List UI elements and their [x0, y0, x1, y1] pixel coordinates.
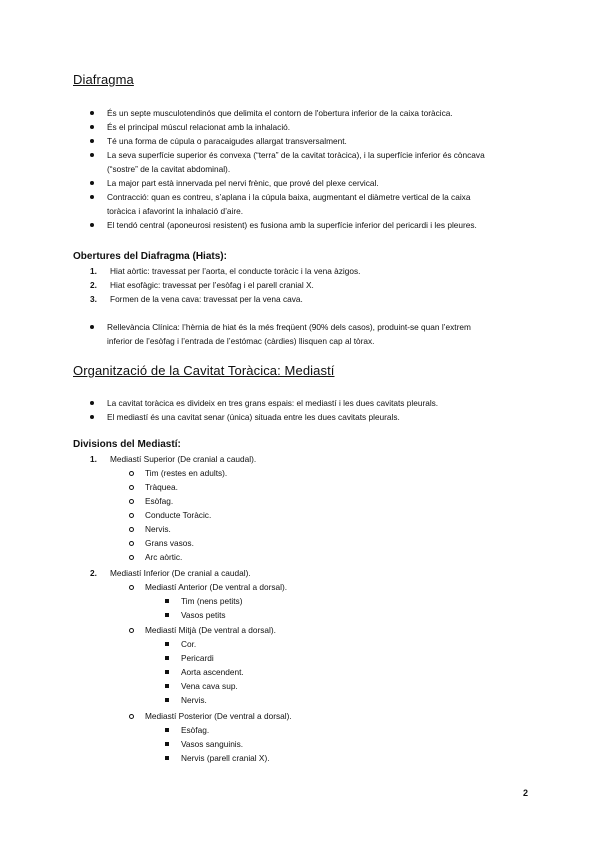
bullet-icon: [90, 153, 94, 157]
circle-bullet-icon: [129, 585, 134, 590]
circle-bullet-icon: [129, 527, 134, 532]
divisions-list-2: [90, 566, 540, 580]
list-item: Aorta ascendent.: [181, 665, 441, 679]
list-item: 2. Mediastí Inferior (De cranial a caudal).: [90, 568, 251, 578]
list-item: 2. Hiat esofàgic: travessat per l’esòfag i el parell cranial X.: [90, 280, 314, 290]
list-item-continuation: (“sostre” de la cavitat abdominal).: [107, 164, 231, 174]
bullet-icon: [90, 223, 94, 227]
square-bullet-icon: [165, 684, 169, 688]
anterior-items: [181, 594, 441, 622]
list-item: Mediastí Posterior (De ventral a dorsal).: [145, 709, 445, 723]
square-bullet-icon: [165, 728, 169, 732]
list-item: Mediastí Anterior (De ventral a dorsal).: [145, 580, 445, 594]
list-item: El mediastí és una cavitat senar (única) situada entre les dues cavitats pleurals.: [107, 410, 547, 424]
list-item: Esòfag.: [145, 494, 445, 508]
square-bullet-icon: [165, 642, 169, 646]
list-item: Arc aòrtic.: [145, 550, 445, 564]
square-bullet-icon: [165, 670, 169, 674]
bullet-icon: [90, 325, 94, 329]
circle-bullet-icon: [129, 555, 134, 560]
circle-bullet-icon: [129, 628, 134, 633]
list-item: Té una forma de cúpula o paracaigudes allargat transversalment.: [107, 134, 547, 148]
list-item: Grans vasos.: [145, 536, 445, 550]
hiats-title: Obertures del Diafragma (Hiats):: [73, 251, 227, 262]
list-item: Pericardi: [181, 651, 441, 665]
anterior-group: [145, 580, 445, 594]
mitja-group: [145, 623, 445, 637]
bullet-icon: [90, 139, 94, 143]
list-item: És el principal múscul relacionat amb la inhalació.: [107, 120, 547, 134]
list-item: Vasos sanguinis.: [181, 737, 441, 751]
superior-items: [145, 466, 445, 564]
bullet-icon: [90, 415, 94, 419]
circle-bullet-icon: [129, 471, 134, 476]
bullet-icon: [90, 195, 94, 199]
bullet-icon: [90, 125, 94, 129]
square-bullet-icon: [165, 742, 169, 746]
hiats-list: [90, 264, 540, 306]
list-item: La major part està innervada pel nervi frènic, que prové del plexe cervical.: [107, 176, 547, 190]
list-item: Mediastí Mitjà (De ventral a dorsal).: [145, 623, 445, 637]
list-item: Cor.: [181, 637, 441, 651]
circle-bullet-icon: [129, 499, 134, 504]
mitja-items: [181, 637, 441, 707]
list-item: La cavitat toràcica es divideix en tres grans espais: el mediastí i les dues cavitats pleurals.: [107, 396, 547, 410]
list-item: Rellevància Clínica: l’hèrnia de hiat és la més freqüent (90% dels casos), produint-se quan l’extrem: [107, 320, 547, 334]
square-bullet-icon: [165, 698, 169, 702]
list-item: Esòfag.: [181, 723, 441, 737]
list-item: 1. Hiat aòrtic: travessat per l’aorta, el conducte toràcic i la vena àzigos.: [90, 266, 361, 276]
list-item-continuation: inferior de l’esòfag i l’entrada de l’estómac (càrdies) llisquen cap al tòrax.: [107, 336, 375, 346]
list-item: Vasos petits: [181, 608, 441, 622]
list-item: És un septe musculotendinós que delimita el contorn de l'obertura inferior de la caixa toràcica.: [107, 106, 547, 120]
square-bullet-icon: [165, 656, 169, 660]
square-bullet-icon: [165, 599, 169, 603]
list-item: Nervis (parell cranial X).: [181, 751, 441, 765]
mediasti-bullets: [107, 396, 547, 424]
square-bullet-icon: [165, 756, 169, 760]
divisions-list: [90, 452, 540, 466]
list-item: Tim (restes en adults).: [145, 466, 445, 480]
section-title-diafragma: Diafragma: [73, 72, 134, 87]
diafragma-bullets: [107, 106, 547, 232]
list-item-continuation: toràcica i afavorint la inhalació d’aire.: [107, 206, 244, 216]
circle-bullet-icon: [129, 485, 134, 490]
list-item: El tendó central (aponeurosi resistent) es fusiona amb la superfície inferior del pericardi i les pleures.: [107, 218, 547, 232]
list-item: Tràquea.: [145, 480, 445, 494]
page-number: 2: [522, 788, 528, 798]
list-item: Contracció: quan es contreu, s’aplana i la cúpula baixa, augmentant el diàmetre vertical de la caixa: [107, 190, 547, 204]
circle-bullet-icon: [129, 714, 134, 719]
list-item: 3. Formen de la vena cava: travessat per la vena cava.: [90, 294, 303, 304]
list-item: Tim (nens petits): [181, 594, 441, 608]
bullet-icon: [90, 111, 94, 115]
list-item: Nervis.: [145, 522, 445, 536]
bullet-icon: [90, 401, 94, 405]
posterior-items: [181, 723, 441, 765]
list-item: La seva superfície superior és convexa (“terra” de la cavitat toràcica), i la superfície inferior és còncava: [107, 148, 547, 162]
circle-bullet-icon: [129, 541, 134, 546]
list-item: Nervis.: [181, 693, 441, 707]
list-item: Vena cava sup.: [181, 679, 441, 693]
list-item: 1. Mediastí Superior (De cranial a caudal).: [90, 454, 257, 464]
divisions-title: Divisions del Mediastí:: [73, 439, 181, 450]
clinical-note: [107, 320, 547, 348]
list-item: Conducte Toràcic.: [145, 508, 445, 522]
section-title-mediasti: Organització de la Cavitat Toràcica: Mediastí: [73, 363, 335, 378]
square-bullet-icon: [165, 613, 169, 617]
posterior-group: [145, 709, 445, 723]
circle-bullet-icon: [129, 513, 134, 518]
bullet-icon: [90, 181, 94, 185]
